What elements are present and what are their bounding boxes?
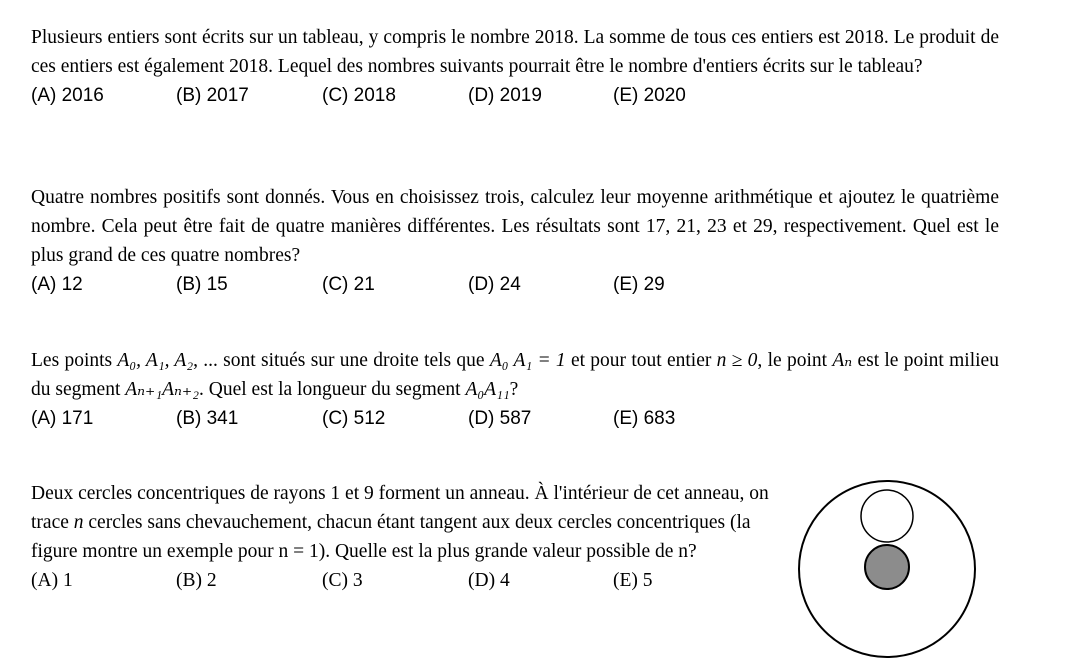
choice-c[interactable]: (C) 21 [322,274,375,295]
choice-c[interactable]: (C) 512 [322,408,386,429]
choice-b[interactable]: (B) 15 [176,274,228,295]
question-1-choices [31,81,999,110]
q3-condition-1: A₀ A₁ = 1 [489,350,566,371]
choice-e[interactable]: (E) 29 [613,274,665,295]
q3-target-segment: A₀A₁₁ [465,379,510,400]
q3-text-6: . Quel est la longueur du segment [199,379,466,400]
choice-a[interactable]: (A) 2016 [31,85,104,106]
question-2-text: Quatre nombres positifs sont donnés. Vous en choisissez trois, calculez leur moyenne arithmétique et ajoutez le quatrième nombre. Cela peut être fait de quatre manières différentes. Les résultats sont 17, 21, 23 et 29, respectivement. Quel est le plus grand de ces quatre nombres? [31,187,999,266]
q3-text-2: , ... sont situés sur une droite tels que [193,350,490,371]
choice-e[interactable]: (E) 683 [613,408,676,429]
annulus-figure [796,478,978,660]
choice-b[interactable]: (B) 341 [176,408,239,429]
q3-text-7: ? [509,379,519,400]
choice-b[interactable]: (B) 2 [176,570,217,591]
q3-condition-2: n ≥ 0 [716,350,758,371]
choice-a[interactable]: (A) 1 [31,570,73,591]
q3-points: A₀, A₁, A₂ [117,350,194,371]
question-2 [31,183,999,299]
inner-circle [865,545,909,589]
choice-c[interactable]: (C) 2018 [322,85,396,106]
choice-e[interactable]: (E) 5 [613,570,653,591]
question-2-choices [31,270,999,299]
choice-d[interactable]: (D) 24 [468,274,521,295]
choice-b[interactable]: (B) 2017 [176,85,249,106]
q3-segment: Aₙ₊₁Aₙ₊₂ [125,379,200,400]
question-3-text [31,346,999,404]
question-4-choices [31,566,776,595]
choice-d[interactable]: (D) 4 [468,570,510,591]
choice-a[interactable]: (A) 12 [31,274,83,295]
question-3-choices [31,404,999,433]
q3-text-1: Les points [31,350,118,371]
q3-text-5: est le point milieu du segment [31,350,999,400]
q3-text-4: , le point [757,350,833,371]
q3-point-an: Aₙ [832,350,853,371]
q4-variable-n: n [73,512,84,533]
choice-d[interactable]: (D) 587 [468,408,532,429]
question-4 [31,479,776,595]
question-1-text: Plusieurs entiers sont écrits sur un tableau, y compris le nombre 2018. La somme de tous ces entiers est 2018. Le produit de ces entiers est également 2018. Lequel des nombres suivants pourrait être le nombre d'entiers écrits sur le tableau? [31,27,999,77]
q4-text-1: Deux cercles concentriques de rayons 1 et 9 forment un anneau. À l'intérieur de cet anneau, on trace [31,483,769,533]
choice-d[interactable]: (D) 2019 [468,85,542,106]
question-1 [31,23,999,110]
choice-c[interactable]: (C) 3 [322,570,363,591]
question-3 [31,346,999,433]
q3-text-3: et pour tout entier [565,350,717,371]
choice-e[interactable]: (E) 2020 [613,85,686,106]
question-4-text [31,479,776,566]
q4-text-2: cercles sans chevauchement, chacun étant tangent aux deux cercles concentriques (la figure montre un exemple pour n = 1). Quelle est la plus grande valeur possible de n? [31,512,751,562]
tangent-circle [861,490,913,542]
choice-a[interactable]: (A) 171 [31,408,94,429]
